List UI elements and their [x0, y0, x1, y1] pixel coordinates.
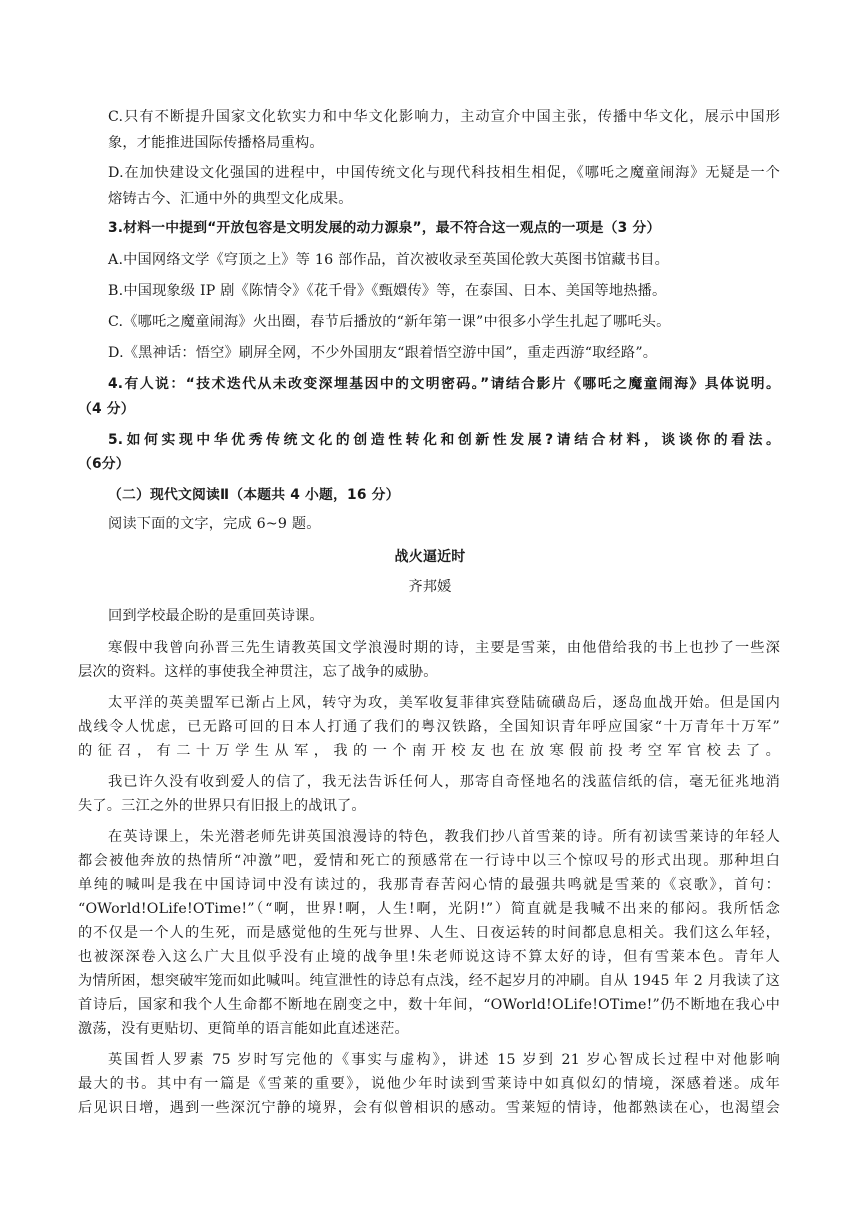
question-4-line-1: 4.有人说：“技术迭代从未改变深埋基因中的文明密码。”请结合影片《哪吒之魔童闹海》具体说明。	[108, 376, 780, 392]
question-5-line-2: （6分）	[78, 456, 130, 472]
question-3-option-d: D.《黑神话：悟空》刷屏全网，不少外国朋友“跟着悟空游中国”，重走西游“取经路”。	[108, 345, 658, 361]
paragraph-2-line-2: 层次的资料。这样的事使我全神贯注，忘了战争的威胁。	[78, 664, 438, 680]
question-4-line-2: （4 分）	[78, 401, 135, 417]
option-c-line-2: 象，才能推进国际传播格局重构。	[108, 135, 324, 151]
paragraph-6-line-1: 英国哲人罗素 75 岁时写完他的《事实与虚构》，讲述 15 岁到 21 岁心智成长过程中对他影响	[108, 1052, 780, 1068]
reading-instruction: 阅读下面的文字，完成 6~9 题。	[108, 516, 321, 532]
paragraph-1: 回到学校最企盼的是重回英诗课。	[108, 608, 324, 624]
paragraph-6-line-3: 后见识日增，遇到一些深沉宁静的境界，会有似曾相识的感动。雪莱短的情诗，他都熟读在心，也渴望会	[78, 1100, 780, 1116]
question-3-option-a: A.中国网络文学《穹顶之上》等 16 部作品，首次被收录至英国伦敦大英图书馆藏书目。	[108, 252, 669, 268]
question-5-line-1: 5.如何实现中华优秀传统文化的创造性转化和创新性发展?请结合材料，谈谈你的看法。	[108, 432, 780, 448]
option-d-line-1: D.在加快建设文化强国的进程中，中国传统文化与现代科技相生相促，《哪吒之魔童闹海》无疑是一个	[108, 165, 780, 181]
paragraph-3-line-1: 太平洋的英美盟军已渐占上风，转守为攻，美军收复菲律宾登陆硫磺岛后，逐岛血战开始。但是国内	[108, 695, 780, 711]
paragraph-5-line-6: 也被深深卷入这么广大且似乎没有止境的战争里!朱老师说这诗不算太好的诗，但有雪莱本色。青年人	[78, 949, 780, 965]
paragraph-5-line-9: 激荡，没有更贴切、更简单的语言能如此直述迷茫。	[78, 1021, 409, 1037]
paragraph-3-line-3: 的征召，有二十万学生从军，我的一个南开校友也在放寒假前投考空军官校去了。	[78, 743, 780, 759]
paragraph-4-line-1: 我已许久没有收到爱人的信了，我无法告诉任何人，那寄自奇怪地名的浅蓝信纸的信，毫无征兆地消	[108, 774, 780, 790]
article-title: 战火逼近时	[394, 549, 466, 565]
question-3: 3.材料一中提到“开放包容是文明发展的动力源泉”，最不符合这一观点的一项是（3 分）	[108, 220, 661, 236]
paragraph-5-line-1: 在英诗课上，朱光潜老师先讲英国浪漫诗的特色，教我们抄八首雪莱的诗。所有初读雪莱诗的年轻人	[108, 829, 780, 845]
paragraph-4-line-2: 失了。三江之外的世界只有旧报上的战讯了。	[78, 798, 366, 814]
paragraph-6-line-2: 最大的书。其中有一篇是《雪莱的重要》，说他少年时读到雪莱诗中如真似幻的情境，深感着迷。成年	[78, 1076, 780, 1092]
paragraph-2-line-1: 寒假中我曾向孙晋三先生请教英国文学浪漫时期的诗，主要是雪莱，由他借给我的书上也抄了一些深	[108, 640, 780, 656]
option-c-line-1: C.只有不断提升国家文化软实力和中华文化影响力，主动宣介中国主张，传播中华文化，展示中国形	[108, 109, 780, 125]
option-d-line-2: 熔铸古今、汇通中外的典型文化成果。	[108, 191, 353, 207]
paragraph-5-line-5: 的不仅是一个人的生死，而是感觉他的生死与世界、人生、日夜运转的时间都息息相关。我们这么年轻，	[78, 925, 780, 941]
paragraph-5-line-4: “OWorld!OLife!OTime!”（“啊，世界!啊，人生!啊，光阴!”）简直就是我喊不出来的郁闷。我所恬念	[78, 901, 780, 917]
paragraph-5-line-2: 都会被他奔放的热情所“冲激”吧，爱情和死亡的预感常在一行诗中以三个惊叹号的形式出现。那种坦白	[78, 853, 780, 869]
paragraph-5-line-7: 为情所困，想突破牢笼而如此喊叫。纯宣泄性的诗总有点浅，经不起岁月的冲刷。自从 1945 年 2 月我读了这	[78, 973, 780, 989]
question-3-option-c: C.《哪吒之魔童闹海》火出圈，春节后播放的“新年第一课”中很多小学生扎起了哪吒头。	[108, 314, 671, 330]
paragraph-5-line-3: 单纯的喊叫是我在中国诗词中没有读过的，我那青春苦闷心情的最强共鸣就是雪莱的《哀歌》，首句：	[78, 877, 780, 893]
section-heading: （二）现代文阅读Ⅱ（本题共 4 小题，16 分）	[108, 487, 400, 503]
paragraph-3-line-2: 战线令人忧虑，已无路可回的日本人打通了我们的粤汉铁路，全国知识青年呼应国家“十万青年十万军”	[78, 719, 780, 735]
article-author: 齐邦媛	[408, 579, 452, 595]
paragraph-5-line-8: 首诗后，国家和我个人生命都不断地在剧变之中，数十年间，“OWorld!OLife!OTime!”仍不断地在我心中	[78, 997, 780, 1013]
question-3-option-b: B.中国现象级 IP 剧《陈情令》《花千骨》《甄嬛传》等，在泰国、日本、美国等地热播。	[108, 283, 667, 299]
